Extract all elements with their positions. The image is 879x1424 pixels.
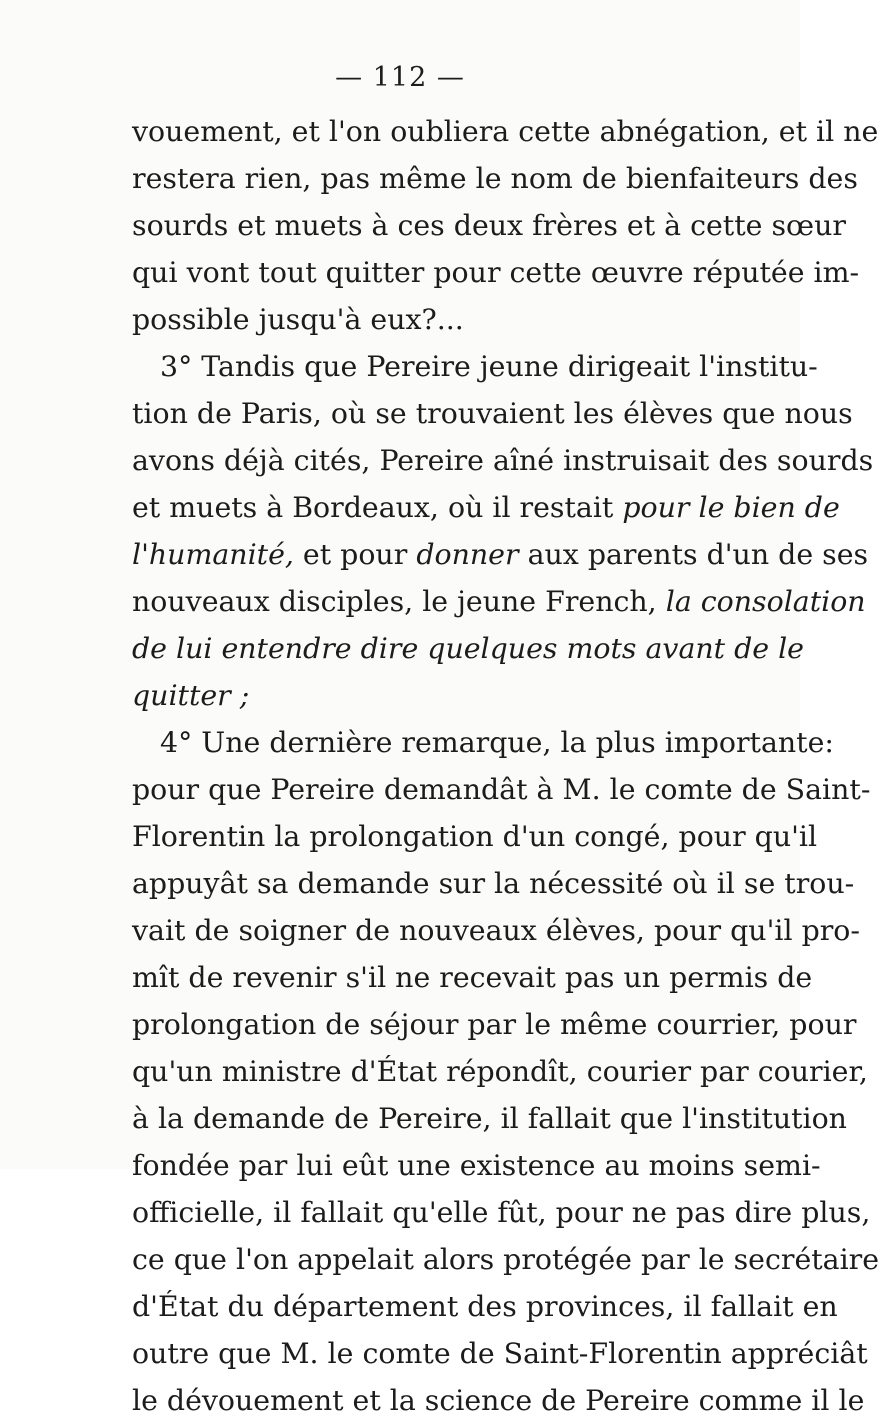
text-line: possible jusqu'à eux?... [132, 303, 464, 336]
text-run: aux parents d'un de ses [518, 538, 869, 571]
text-line: ce que l'on appelait alors protégée par le secrétaire [132, 1243, 879, 1276]
page-body-text [132, 108, 879, 1424]
page-number: — 112 — [335, 62, 465, 93]
text-line: appuyât sa demande sur la nécessité où il se trou- [132, 867, 855, 900]
text-line: Florentin la prolongation d'un congé, pour qu'il [132, 820, 818, 853]
italic-text: de lui entendre dire quelques mots avant de le [132, 632, 804, 665]
italic-text: pour le bien de [622, 491, 840, 524]
text-line: outre que M. le comte de Saint-Florentin appréciât [132, 1337, 868, 1370]
italic-text: donner [416, 538, 519, 571]
italic-text: la consolation [665, 585, 866, 618]
paragraph-4-start: 4° Une dernière remarque, la plus importante: [160, 726, 834, 759]
text-line [132, 625, 804, 672]
text-run: et pour [293, 538, 417, 571]
text-line: officielle, il fallait qu'elle fût, pour ne pas dire plus, [132, 1196, 871, 1229]
text-line: vait de soigner de nouveaux élèves, pour qu'il pro- [132, 914, 860, 947]
text-line: d'État du département des provinces, il fallait en [132, 1290, 838, 1323]
text-line: qu'un ministre d'État répondît, courier par courier, [132, 1055, 868, 1088]
text-line: à la demande de Pereire, il fallait que l'institution [132, 1102, 847, 1135]
text-line: sourds et muets à ces deux frères et à cette sœur [132, 209, 846, 242]
text-line: pour que Pereire demandât à M. le comte de Saint- [132, 773, 871, 806]
text-run: nouveaux disciples, le jeune French, [132, 585, 666, 618]
text-line: avons déjà cités, Pereire aîné instruisait des sourds [132, 444, 874, 477]
text-run: et muets à Bordeaux, où il restait [132, 491, 623, 524]
text-line [132, 531, 869, 578]
text-line: vouement, et l'on oubliera cette abnégation, et il ne [132, 115, 879, 148]
italic-text: l'humanité, [132, 538, 294, 571]
text-line: restera rien, pas même le nom de bienfaiteurs des [132, 162, 858, 195]
text-line: qui vont tout quitter pour cette œuvre réputée im- [132, 256, 860, 289]
text-line: fondée par lui eût une existence au moins semi- [132, 1149, 821, 1182]
text-line: mît de revenir s'il ne recevait pas un permis de [132, 961, 813, 994]
text-line [132, 484, 840, 531]
text-line [132, 578, 866, 625]
paragraph-3-start: 3° Tandis que Pereire jeune dirigeait l'institu- [160, 350, 818, 383]
text-line: prolongation de séjour par le même courrier, pour [132, 1008, 857, 1041]
text-line: tion de Paris, où se trouvaient les élèves que nous [132, 397, 853, 430]
italic-text: quitter ; [132, 679, 250, 712]
text-line: le dévouement et la science de Pereire comme il le [132, 1384, 865, 1417]
text-line [132, 672, 756, 719]
